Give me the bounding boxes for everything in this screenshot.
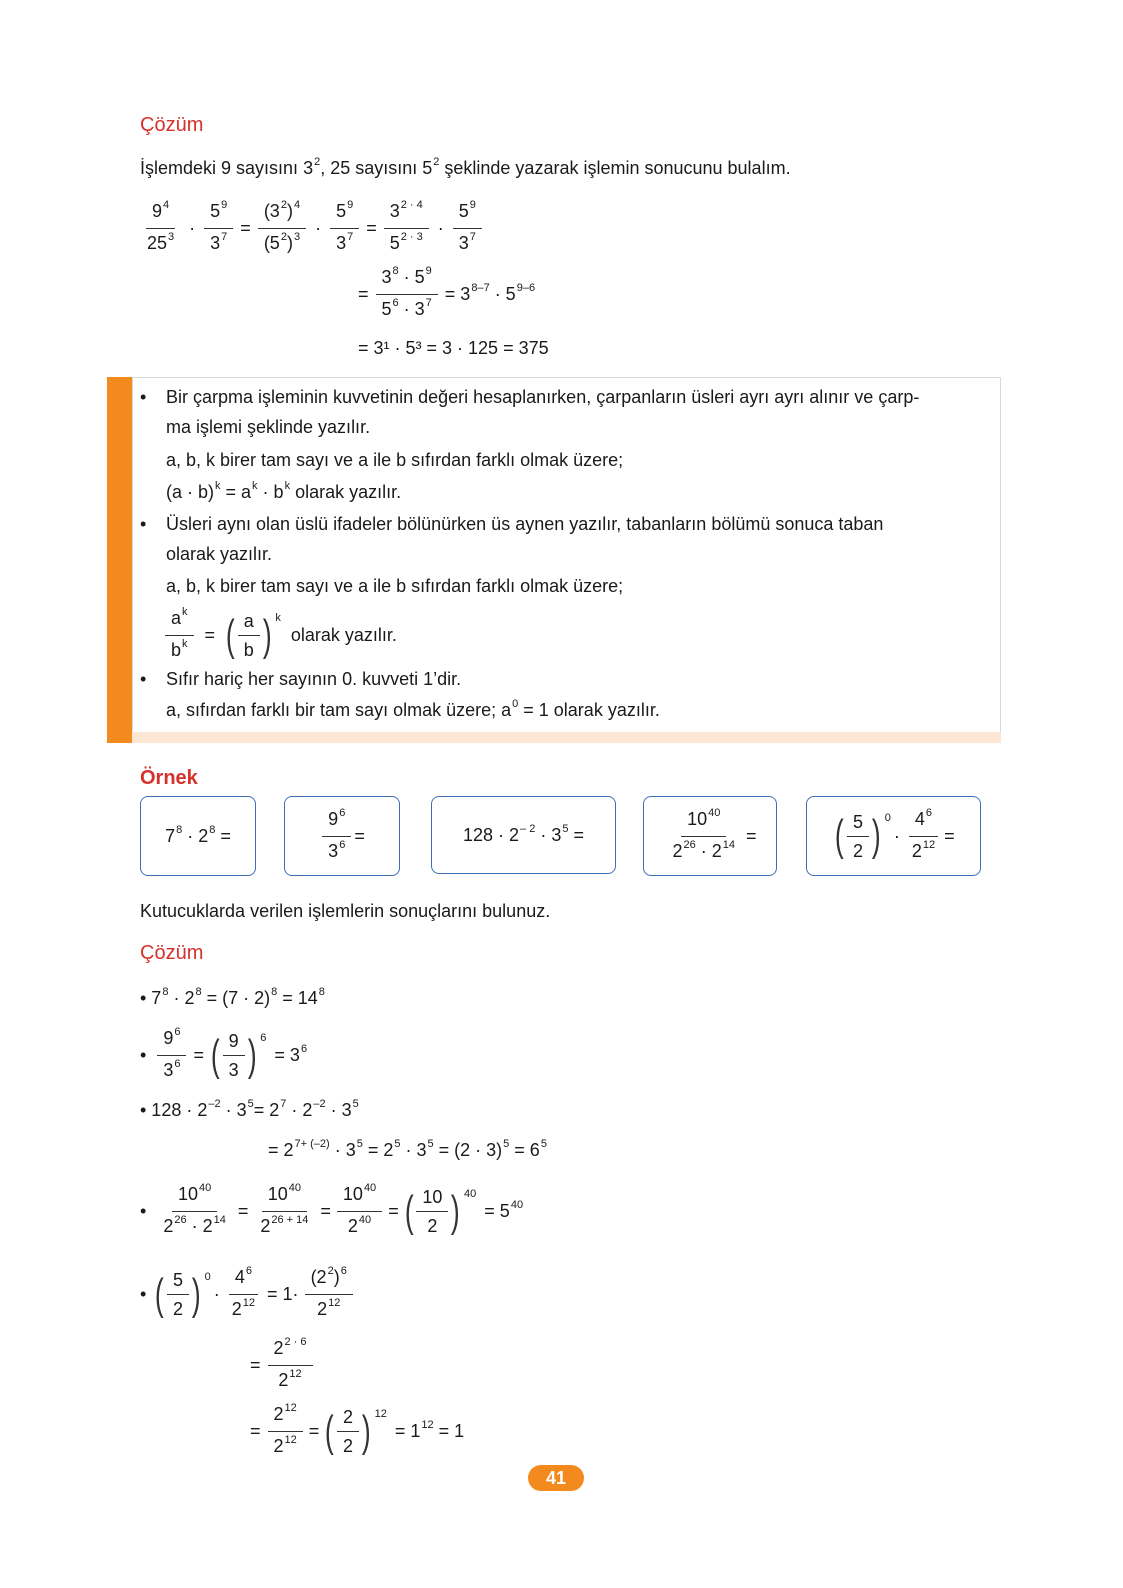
- rules-box-shadow: [132, 732, 1001, 743]
- formula-suffix: olarak yazılır.: [295, 482, 402, 502]
- solution-line-2: • $\frac{9^6}{3^6}$ = ( $\frac{9}{3}$ ) $^6$ = $3^6$: [140, 1026, 308, 1080]
- fraction: $\frac{5^9}{3^7}$: [453, 200, 482, 257]
- rule-1-text-cont: ma işlemi şeklinde yazılır.: [166, 417, 371, 437]
- fraction: $\frac{5^9}{3^7}$: [330, 200, 359, 257]
- fraction: $\frac{3^{2 \cdot 4}}{5^{2 \cdot 3}}$: [384, 200, 429, 257]
- solution-2-heading: Çözüm: [140, 942, 204, 964]
- formula-suffix: olarak yazılır.: [290, 625, 397, 645]
- equation-line-2: = $\frac{3^8 \cdot 5^9}{5^6 \cdot 3^7}$ = $3^{8-7} \cdot 5^{9-6}$: [358, 266, 539, 323]
- fraction: $\frac{a^k}{b^k}$: [165, 607, 194, 664]
- solution-intro: [140, 158, 791, 179]
- rule-2-condition: a, b, k birer tam sayı ve a ile b sıfırdan farklı olmak üzere;: [166, 576, 624, 596]
- accent-bar: [107, 377, 132, 743]
- fraction: $\frac{3^8 \cdot 5^9}{5^6 \cdot 3^7}$: [376, 266, 438, 323]
- page-number: 41: [528, 1465, 584, 1491]
- solution-line-5b: = $\frac{2^{2 \cdot 6}}{2^{12}}$: [250, 1337, 316, 1394]
- example-heading: Örnek: [140, 767, 198, 789]
- example-box-4: $\frac{10^{40}}{2^{26} \cdot 2^{14}}$ =: [643, 796, 777, 876]
- intro-part: İşlemdeki 9 sayısını 3: [140, 158, 314, 178]
- bullet-icon: •: [140, 514, 147, 534]
- cond-part: = 1 olarak yazılır.: [518, 700, 660, 720]
- solution-line-4: • $\frac{10^{40}}{2^{26} \cdot 2^{14}}$ = $\frac{10^{40}}{2^{26 + 14}}$ = $\frac{10^{40}}{2^{40}}$ = ( $\frac{10}{2}$ ) $^{40}$ = $5^{40}$: [140, 1182, 524, 1236]
- paren-group: ( $\frac{a}{b}$ ): [225, 610, 272, 660]
- example-box-2: $\frac{9^6}{3^6}$ =: [284, 796, 400, 876]
- rule-3-condition: a, sıfırdan farklı bir tam sayı olmak üzere; $a^0 = 1$ olarak yazılır.: [166, 698, 660, 720]
- intro-part: şeklinde yazarak işlemin sonucunu bulalım.: [439, 158, 791, 178]
- solution-line-3b: = $2^{7+ (-2)} \cdot 3^5 = 2^5 \cdot 3^5 = (2 \cdot 3)^5 = 6^5$: [268, 1138, 547, 1160]
- rule-2-text-cont: olarak yazılır.: [166, 544, 273, 564]
- example-question: Kutucuklarda verilen işlemlerin sonuçlarını bulunuz.: [140, 901, 551, 921]
- intro-sup: 2: [433, 156, 440, 168]
- bullet-icon: •: [140, 669, 147, 689]
- cond-part: a, sıfırdan farklı bir tam sayı olmak üzere; a: [166, 700, 512, 720]
- solution-line-1: • $7^8 \cdot 2^8 = (7 \cdot 2)^8 = 14^8$: [140, 986, 325, 1008]
- rule-2-formula: $\frac{a^k}{b^k}$ = ( $\frac{a}{b}$ ) $^k$ olarak yazılır.: [162, 607, 397, 664]
- rule-2-text: Üsleri aynı olan üslü ifadeler bölünürken üs aynen yazılır, tabanların bölümü sonuca taban: [166, 514, 884, 534]
- equation-line-1: $\frac{9^4}{25^3}$ · $\frac{5^9}{3^7}$ = $\frac{(3^2)^4}{(5^2)^3}$ · $\frac{5^9}{3^7}$ = $\frac{3^{2 \cdot 4}}{5^{2 \cdot 3}}$ · $\frac{5^9}{3^7}$: [138, 200, 485, 257]
- example-box-1: $7^8 \cdot 2^8$ =: [140, 796, 256, 876]
- fraction: $\frac{9^4}{25^3}$: [147, 199, 175, 253]
- example-box-5: ( $\frac{5}{2}$ ) $^0$ · $\frac{4^6}{2^{12}}$ =: [806, 796, 981, 876]
- rule-1-formula: $(a \cdot b)^k = a^k \cdot b^k$ olarak yazılır.: [166, 480, 402, 502]
- fraction: $\frac{5^9}{3^7}$: [204, 200, 233, 257]
- equation-final: = 3¹ · 5³ = 3 · 125 = 375: [358, 338, 549, 358]
- intro-sup: 2: [314, 156, 321, 168]
- solution-heading: Çözüm: [140, 114, 204, 136]
- example-box-3: $128 \cdot 2^{- 2} \cdot 3^5$ =: [431, 796, 616, 874]
- solution-line-5c: = $\frac{2^{12}}{2^{12}}$ = ( $\frac{2}{2}$ ) $^{12}$ = $1^{12} = 1$: [250, 1402, 465, 1456]
- solution-line-3: • $128 \cdot 2^{-2} \cdot 3^5= 2^7 \cdot 2^{-2} \cdot 3^5$: [140, 1098, 359, 1120]
- bullet-icon: •: [140, 387, 147, 407]
- rule-3-text: Sıfır hariç her sayının 0. kuvveti 1’dir.: [166, 669, 462, 689]
- rule-1-text: Bir çarpma işleminin kuvvetinin değeri hesaplanırken, çarpanların üsleri ayrı ayrı alınır ve çarp-: [166, 387, 920, 407]
- solution-line-5: • ( $\frac{5}{2}$ ) $^0$ · $\frac{4^6}{2^{12}}$ = 1· $\frac{(2^2)^6}{2^{12}}$: [140, 1266, 356, 1323]
- intro-part: , 25 sayısını 5: [320, 158, 433, 178]
- fraction: $\frac{(3^2)^4}{(5^2)^3}$: [258, 200, 306, 257]
- rule-1-condition: a, b, k birer tam sayı ve a ile b sıfırdan farklı olmak üzere;: [166, 450, 624, 470]
